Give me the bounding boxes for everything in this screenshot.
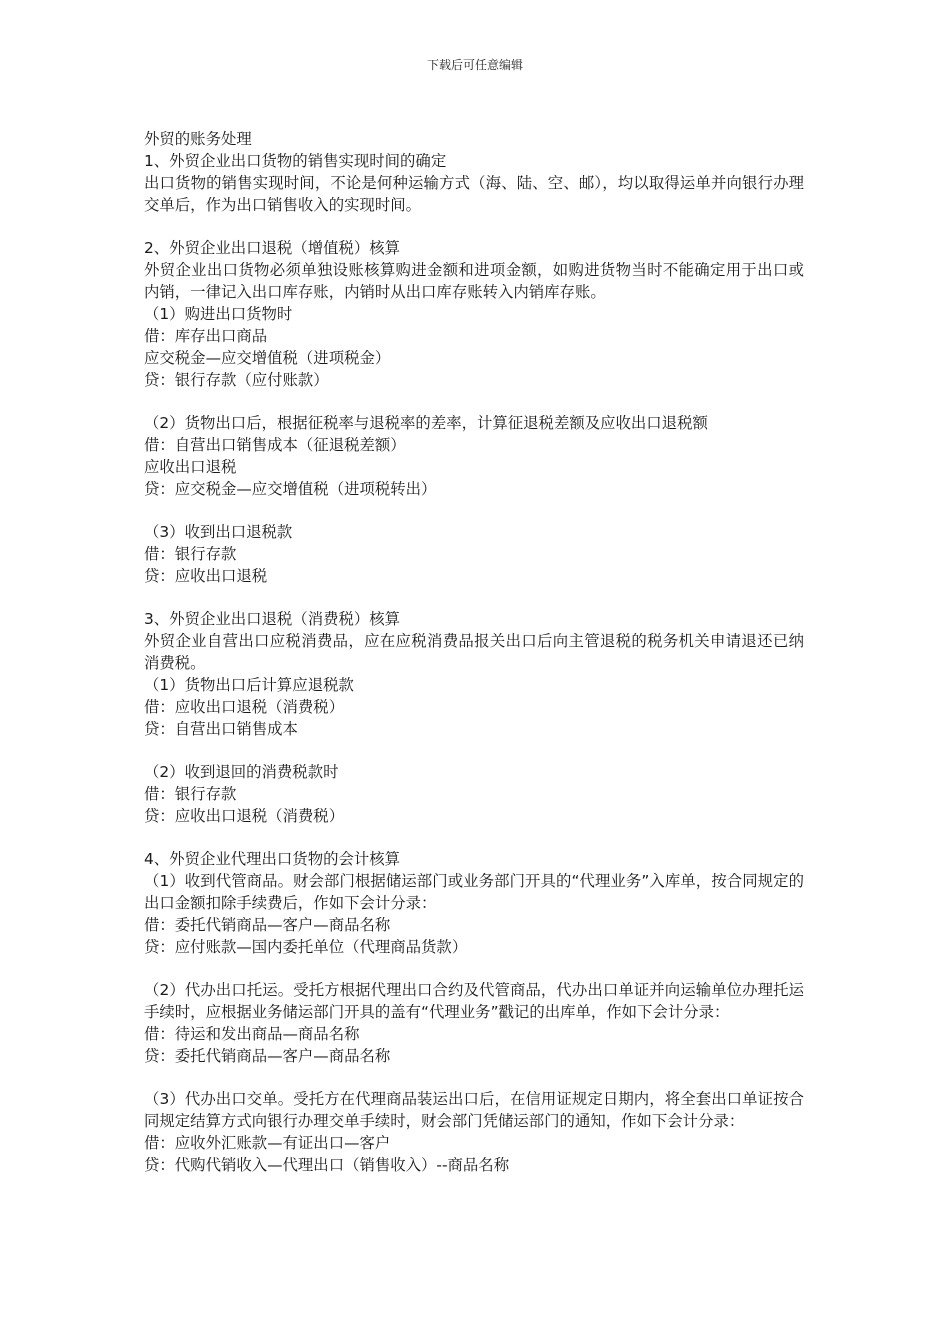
paragraph-gap [144, 391, 804, 412]
journal-entry-line: 贷：自营出口销售成本 [144, 720, 298, 738]
section-4-item-1-paragraph: （1）收到代管商品。财会部门根据储运部门或业务部门开具的“代理业务”入库单，按合同规定的出口金额扣除手续费后，作如下会计分录： [144, 872, 804, 912]
section-2-item-3-heading: （3）收到出口退税款 [144, 523, 293, 541]
journal-entry-line: 借：库存出口商品 [144, 327, 268, 345]
journal-entry-line: 贷：银行存款（应付账款） [144, 371, 329, 389]
paragraph-gap [144, 740, 804, 761]
section-4-heading: 4、外贸企业代理出口货物的会计核算 [144, 850, 401, 868]
section-2-paragraph: 外贸企业出口货物必须单独设账核算购进金额和进项金额，如购进货物当时不能确定用于出口或内销，一律记入出口库存账，内销时从出口库存账转入内销库存账。 [144, 261, 804, 301]
paragraph-gap [144, 587, 804, 608]
journal-entry-line: 贷：应付账款—国内委托单位（代理商品货款） [144, 938, 468, 956]
journal-entry-line: 借：自营出口销售成本（征退税差额） [144, 436, 406, 454]
paragraph-gap [144, 958, 804, 979]
journal-entry-line: 借：银行存款 [144, 545, 237, 563]
section-4-item-2-paragraph: （2）代办出口托运。受托方根据代理出口合约及代管商品，代办出口单证并向运输单位办理托运手续时，应根据业务储运部门开具的盖有“代理业务”戳记的出库单，作如下会计分录： [144, 981, 804, 1021]
paragraph-gap [144, 1067, 804, 1088]
journal-entry-line: 借：待运和发出商品—商品名称 [144, 1025, 360, 1043]
page-header-note: 下载后可任意编辑 [426, 58, 523, 72]
journal-entry-line: 借：银行存款 [144, 785, 237, 803]
journal-entry-line: 贷：代购代销收入—代理出口（销售收入）--商品名称 [144, 1156, 510, 1174]
journal-entry-line: 借：委托代销商品—客户—商品名称 [144, 916, 391, 934]
section-1-heading: 1、外贸企业出口货物的销售实现时间的确定 [144, 152, 447, 170]
section-3-heading: 3、外贸企业出口退税（消费税）核算 [144, 610, 401, 628]
journal-entry-line: 贷：应收出口退税 [144, 567, 268, 585]
section-2-item-2-heading: （2）货物出口后，根据征税率与退税率的差率，计算征退税差额及应收出口退税额 [144, 414, 708, 432]
journal-entry-line: 贷：委托代销商品—客户—商品名称 [144, 1047, 391, 1065]
paragraph-gap [144, 216, 804, 237]
section-3-paragraph: 外贸企业自营出口应税消费品，应在应税消费品报关出口后向主管退税的税务机关申请退还已纳消费税。 [144, 632, 804, 672]
paragraph-gap [144, 827, 804, 848]
journal-entry-line: 应交税金—应交增值税（进项税金） [144, 349, 391, 367]
section-1-paragraph: 出口货物的销售实现时间，不论是何种运输方式（海、陆、空、邮），均以取得运单并向银行办理交单后，作为出口销售收入的实现时间。 [144, 174, 804, 214]
section-2-heading: 2、外贸企业出口退税（增值税）核算 [144, 239, 401, 257]
document-title: 外贸的账务处理 [144, 130, 252, 148]
journal-entry-line: 应收出口退税 [144, 458, 237, 476]
journal-entry-line: 借：应收出口退税（消费税） [144, 698, 345, 716]
journal-entry-line: 贷：应收出口退税（消费税） [144, 807, 345, 825]
document-body [144, 128, 804, 1176]
section-3-item-1-heading: （1）货物出口后计算应退税款 [144, 676, 354, 694]
paragraph-gap [144, 500, 804, 521]
section-2-item-1-heading: （1）购进出口货物时 [144, 305, 293, 323]
section-3-item-2-heading: （2）收到退回的消费税款时 [144, 763, 339, 781]
journal-entry-line: 贷：应交税金—应交增值税（进项税转出） [144, 480, 437, 498]
journal-entry-line: 借：应收外汇账款—有证出口—客户 [144, 1134, 391, 1152]
section-4-item-3-paragraph: （3）代办出口交单。受托方在代理商品装运出口后，在信用证规定日期内，将全套出口单证按合同规定结算方式向银行办理交单手续时，财会部门凭储运部门的通知，作如下会计分录： [144, 1090, 804, 1130]
